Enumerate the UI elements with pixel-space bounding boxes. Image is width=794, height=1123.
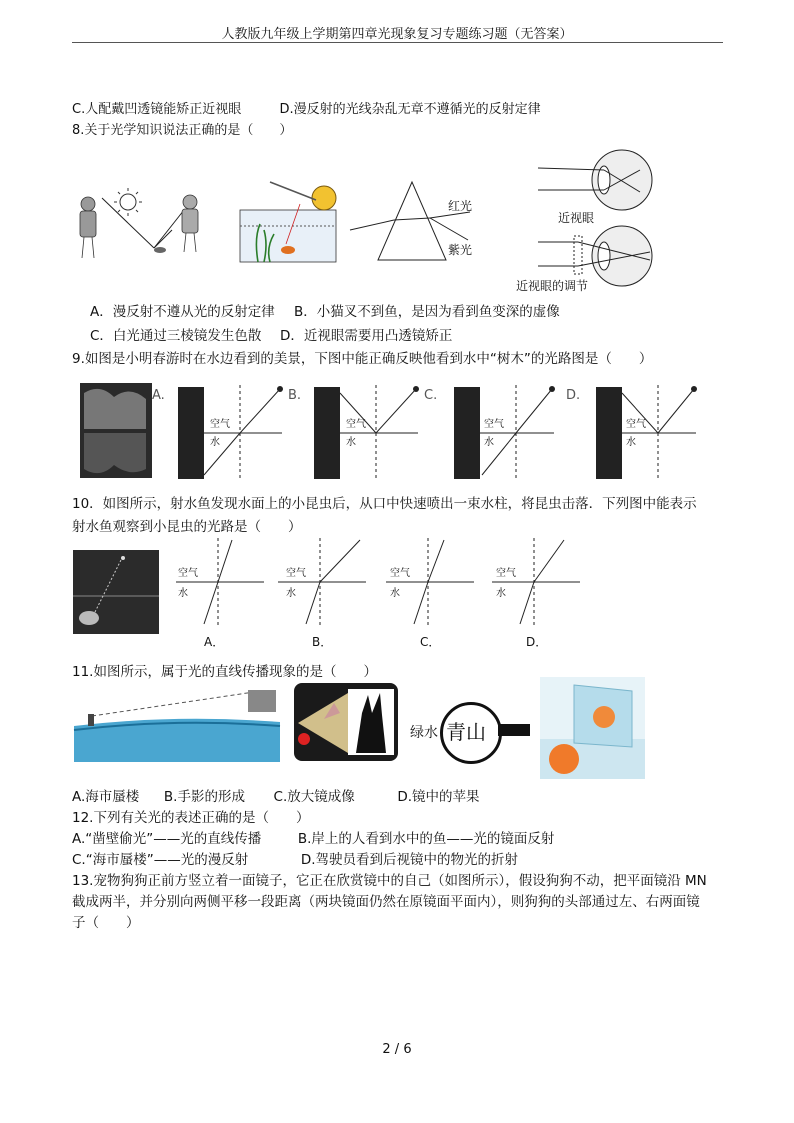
- stone: [154, 247, 166, 253]
- ray-air: [534, 540, 564, 582]
- boy-figure-left: [80, 197, 96, 258]
- page-number: 2 / 6: [382, 1042, 412, 1057]
- water-label: 水: [178, 588, 188, 599]
- air-label: 空气: [178, 568, 198, 579]
- q12-option-d: D.驾驶员看到后视镜中的物光的折射: [300, 852, 518, 868]
- ray-in: [516, 389, 552, 433]
- q8-figure-diffuse-reflection: [72, 180, 212, 265]
- q11-figure-magnifier: [406, 668, 532, 760]
- q8-option-d: D．近视眼需要用凸透镜矫正: [280, 328, 453, 344]
- q9-stem: 9.如图是小明春游时在水边看到的美景，下图中能正确反映他看到水中“树木”的光路图是（ ）: [72, 351, 653, 367]
- ray-out: [658, 389, 694, 433]
- q9-label-b: B.: [288, 388, 302, 403]
- air-label: 空气: [626, 419, 646, 430]
- eye-icon: [413, 386, 419, 392]
- fish-tank: [240, 210, 336, 262]
- q9-diagram-b: [288, 383, 420, 483]
- q8-figure-cat-fishing: [238, 178, 343, 264]
- lens-bottom: [598, 242, 610, 270]
- q8-option-b: B．小猫叉不到鱼，是因为看到鱼变深的虚像: [294, 304, 560, 320]
- page-header: 人教版九年级上学期第四章光现象复习专题练习题（无答案）: [221, 27, 573, 42]
- q12-option-a: A.“凿壁偷光”——光的直线传播: [72, 831, 262, 847]
- q8-option-a: A．漫反射不遵从光的反射定律: [90, 304, 275, 320]
- q7-options: [72, 98, 541, 117]
- q9-label-c: C.: [424, 388, 438, 403]
- q10-diagram-b: [276, 538, 368, 649]
- q10-diagram-d: [490, 538, 582, 649]
- q10-label-a: A．: [204, 635, 225, 649]
- q11-option-b: B.手影的形成: [163, 789, 245, 805]
- air-label: 空气: [286, 568, 306, 579]
- q10-stem-line1: 10．如图所示，射水鱼发现水面上的小昆虫后，从口中快速喷出一束水柱，将昆虫击落．下列图中能表示: [72, 496, 697, 512]
- apple-icon: [549, 744, 579, 774]
- q10-diagram-c: [384, 538, 476, 649]
- observer-icon: [88, 714, 94, 726]
- water-label: 水: [346, 437, 356, 448]
- q10-label-b: B．: [312, 635, 333, 649]
- q8-figure-prism: [350, 178, 490, 262]
- fork: [270, 182, 316, 200]
- magnifier-handle: [498, 724, 530, 736]
- ray-air: [320, 540, 360, 582]
- eye-icon: [549, 386, 555, 392]
- q13-line2: 截成两半，并分别向两侧平移一段距离（两块镜面仍然在原镜面平面内），则狗狗的头部通过左、右两面镜: [72, 894, 700, 910]
- correction-label: 近视眼的调节: [516, 279, 589, 293]
- q8-option-c: C．白光通过三棱镜发生色散: [90, 328, 262, 344]
- water-label: 水: [390, 588, 400, 599]
- eye-icon: [277, 386, 283, 392]
- q9-photo-trees: [80, 383, 152, 478]
- apple-reflection-icon: [593, 706, 615, 728]
- header-divider: [72, 42, 723, 43]
- q9-label-d: D.: [566, 388, 581, 403]
- ray-water: [414, 582, 428, 624]
- purple-light-label: 紫光: [448, 243, 473, 257]
- air-label: 空气: [346, 419, 366, 430]
- q12-row2: [72, 848, 518, 868]
- ray-out: [376, 389, 416, 433]
- ray-air: [428, 540, 444, 582]
- q12-stem: 12.下列有关光的表述正确的是（ ）: [72, 810, 310, 826]
- q11-option-c: C.放大镜成像: [273, 789, 355, 805]
- water-label: 水: [496, 588, 506, 599]
- air-label: 空气: [484, 419, 504, 430]
- water-label: 水: [286, 588, 296, 599]
- lamp-icon: [298, 733, 310, 745]
- q13-line3: 子（ ）: [72, 915, 140, 931]
- water-label: 水: [484, 437, 494, 448]
- q13-line1: 13.宠物狗狗正前方竖立着一面镜子，它正在欣赏镜中的自己（如图所示），假设狗狗不动，把平面镜沿 MN: [72, 873, 707, 889]
- cat-icon: [312, 186, 336, 210]
- q7-option-d: D.漫反射的光线杂乱无章不遵循光的反射定律: [279, 102, 541, 117]
- q11-stem: 11.如图所示，属于光的直线传播现象的是（ ）: [72, 664, 377, 680]
- q12-row1: [72, 827, 554, 847]
- air-label: 空气: [496, 568, 516, 579]
- sea: [74, 719, 280, 762]
- q8-stem: 8.关于光学知识说法正确的是（ ）: [72, 123, 293, 138]
- eye-icon: [691, 386, 697, 392]
- q11-option-a: A.海市蜃楼: [72, 789, 140, 805]
- q11-figure-hand-shadow: [294, 683, 398, 761]
- q10-photo-archerfish: [73, 550, 159, 634]
- q9-label-a: A.: [152, 388, 165, 403]
- water-label: 水: [210, 437, 220, 448]
- q10-stem-line2: 射水鱼观察到小昆虫的光路是（ ）: [72, 519, 302, 535]
- q9-diagram-d: [566, 383, 698, 483]
- mirage-city-icon: [248, 690, 276, 712]
- girl-figure-right: [182, 195, 198, 252]
- green-water-text: 绿水: [410, 725, 438, 741]
- archerfish-icon: [79, 611, 99, 625]
- myopia-label: 近视眼: [558, 211, 595, 225]
- q11-figure-mirror-apple: [540, 677, 645, 779]
- q9-diagram-c: [424, 383, 556, 483]
- q8-figure-myopia-eye: [510, 148, 660, 296]
- q12-option-b: B.岸上的人看到水中的鱼——光的镜面反射: [297, 831, 555, 847]
- q7-option-c: C.人配戴凹透镜能矫正近视眼: [72, 102, 242, 117]
- ray-up: [240, 389, 280, 433]
- insect-icon: [121, 556, 125, 560]
- q9-diagram-a: [152, 383, 284, 483]
- ray-water: [204, 582, 218, 624]
- q10-label-d: D．: [526, 635, 548, 649]
- air-label: 空气: [210, 419, 230, 430]
- white-light-ray: [350, 220, 394, 230]
- q12-option-c: C.“海市蜃楼”——光的漫反射: [72, 852, 249, 868]
- q11-options: [72, 785, 480, 805]
- sun-icon: [114, 188, 142, 216]
- red-light-label: 红光: [448, 199, 473, 213]
- ray-air: [218, 540, 232, 582]
- ray-water: [306, 582, 320, 624]
- air-label: 空气: [390, 568, 410, 579]
- green-mountain-text: 青山: [446, 720, 486, 744]
- water-label: 水: [626, 437, 636, 448]
- q10-label-c: C．: [420, 635, 441, 649]
- sight-line: [92, 692, 254, 716]
- q11-figure-mirage: [74, 686, 280, 762]
- ray-water: [520, 582, 534, 624]
- fish-icon: [281, 246, 295, 254]
- light-rays: [102, 198, 184, 248]
- refracted-ray: [394, 218, 430, 220]
- q11-option-d: D.镜中的苹果: [397, 789, 480, 805]
- q10-diagram-a: [174, 538, 266, 649]
